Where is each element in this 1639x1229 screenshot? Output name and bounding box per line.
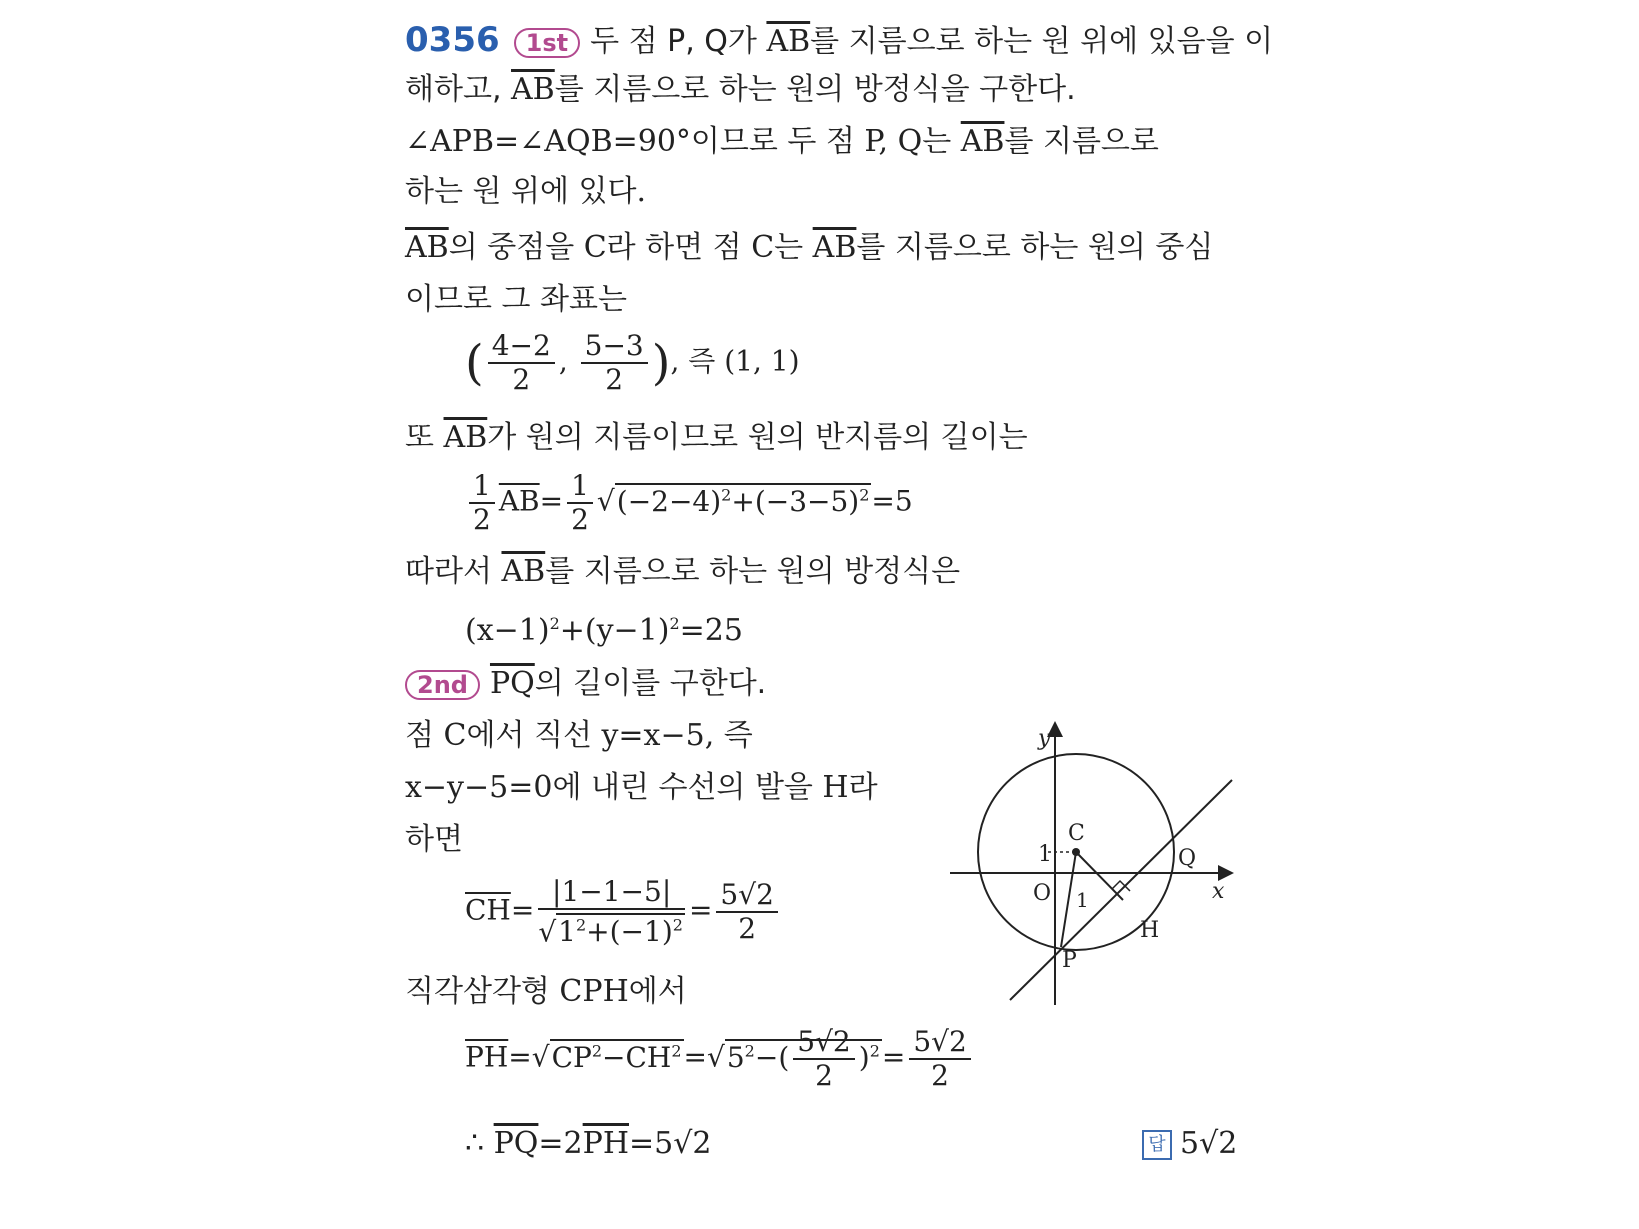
step2-header: 2nd $\overline{PQ}$의 길이를 구한다.: [405, 664, 766, 704]
line-equation-intro: 따라서 $\overline{AB}$를 지름으로 하는 원의 방정식은: [405, 554, 961, 589]
line-coord-intro: 이므로 그 좌표는: [405, 282, 627, 317]
radius-formula: $\frac{1}{2}$ $\overline{AB}=$ $\frac{1}{2}$ $√(-2-4)^2+(-3-5)^2=5$: [465, 470, 913, 536]
step1-title-cont: 해하고, $\overline{AB}$를 지름으로 하는 원의 방정식을 구한다.: [405, 72, 1076, 107]
step2-tag: 2nd: [405, 670, 480, 700]
line-midpoint: $\overline{AB}$의 중점을 C라 하면 점 C는 $\overline{AB}$를 지름으로 하는 원의 중심: [405, 230, 1214, 265]
origin-label: O: [1033, 881, 1052, 906]
line-then: 하면: [405, 822, 463, 857]
final-line: ∴ $\overline{PQ}=2\overline{PH}=5√2$: [465, 1126, 712, 1161]
coordinate-figure: [940, 715, 1240, 1015]
line-right-triangle: 직각삼각형 CPH에서: [405, 974, 687, 1009]
tick-1-label: 1: [1038, 842, 1052, 867]
segment-cp: [1061, 852, 1076, 947]
line-on-circle: 하는 원 위에 있다.: [405, 174, 647, 209]
point-c-label: C: [1068, 821, 1085, 846]
y-label: y: [1038, 726, 1051, 751]
point-p-label: P: [1062, 948, 1077, 973]
answer-icon: 답: [1142, 1130, 1172, 1160]
line-angles: ∠APB=∠AQB=90°이므로 두 점 P, Q는 $\overline{AB}$를 지름으로: [405, 124, 1159, 159]
ph-formula: $\overline{PH}=√CP^2-\overline{CH}^2=√5^2-$( $\frac{5√2}{2}$ )$^2$= $\frac{5√2}{2}$: [465, 1026, 975, 1092]
x-label: x: [1212, 879, 1225, 904]
step1-tag: 1st: [514, 28, 580, 58]
point-q-label: Q: [1178, 846, 1197, 871]
circle-equation: $(x-1)^2+(y-1)^2=25$: [465, 613, 743, 648]
answer: 답 5√2: [1142, 1124, 1237, 1164]
midpoint-formula: ( $\frac{4-2}{2}$ , $\frac{5-3}{2}$ ), 즉 (1, 1): [465, 329, 800, 396]
line-radius-intro: 또 $\overline{AB}$가 원의 지름이므로 원의 반지름의 길이는: [405, 420, 1028, 455]
point-h-label: H: [1140, 918, 1160, 943]
problem-number: 0356: [405, 20, 500, 60]
problem-header: 0356 1st 두 점 P, Q가 $\overline{AB}$를 지름으로 하는 원 위에 있음을 이: [405, 20, 1274, 60]
radius-label: 1: [1076, 888, 1089, 912]
ch-formula: $\overline{CH}=$ $\frac{|1-1-5|}{√1^2+(-1)^2}$ = $\frac{5√2}{2}$: [465, 876, 782, 948]
line-foot-h: x−y−5=0에 내린 수선의 발을 H라: [405, 770, 878, 805]
line-point-c: 점 C에서 직선 y=x−5, 즉: [405, 718, 753, 753]
